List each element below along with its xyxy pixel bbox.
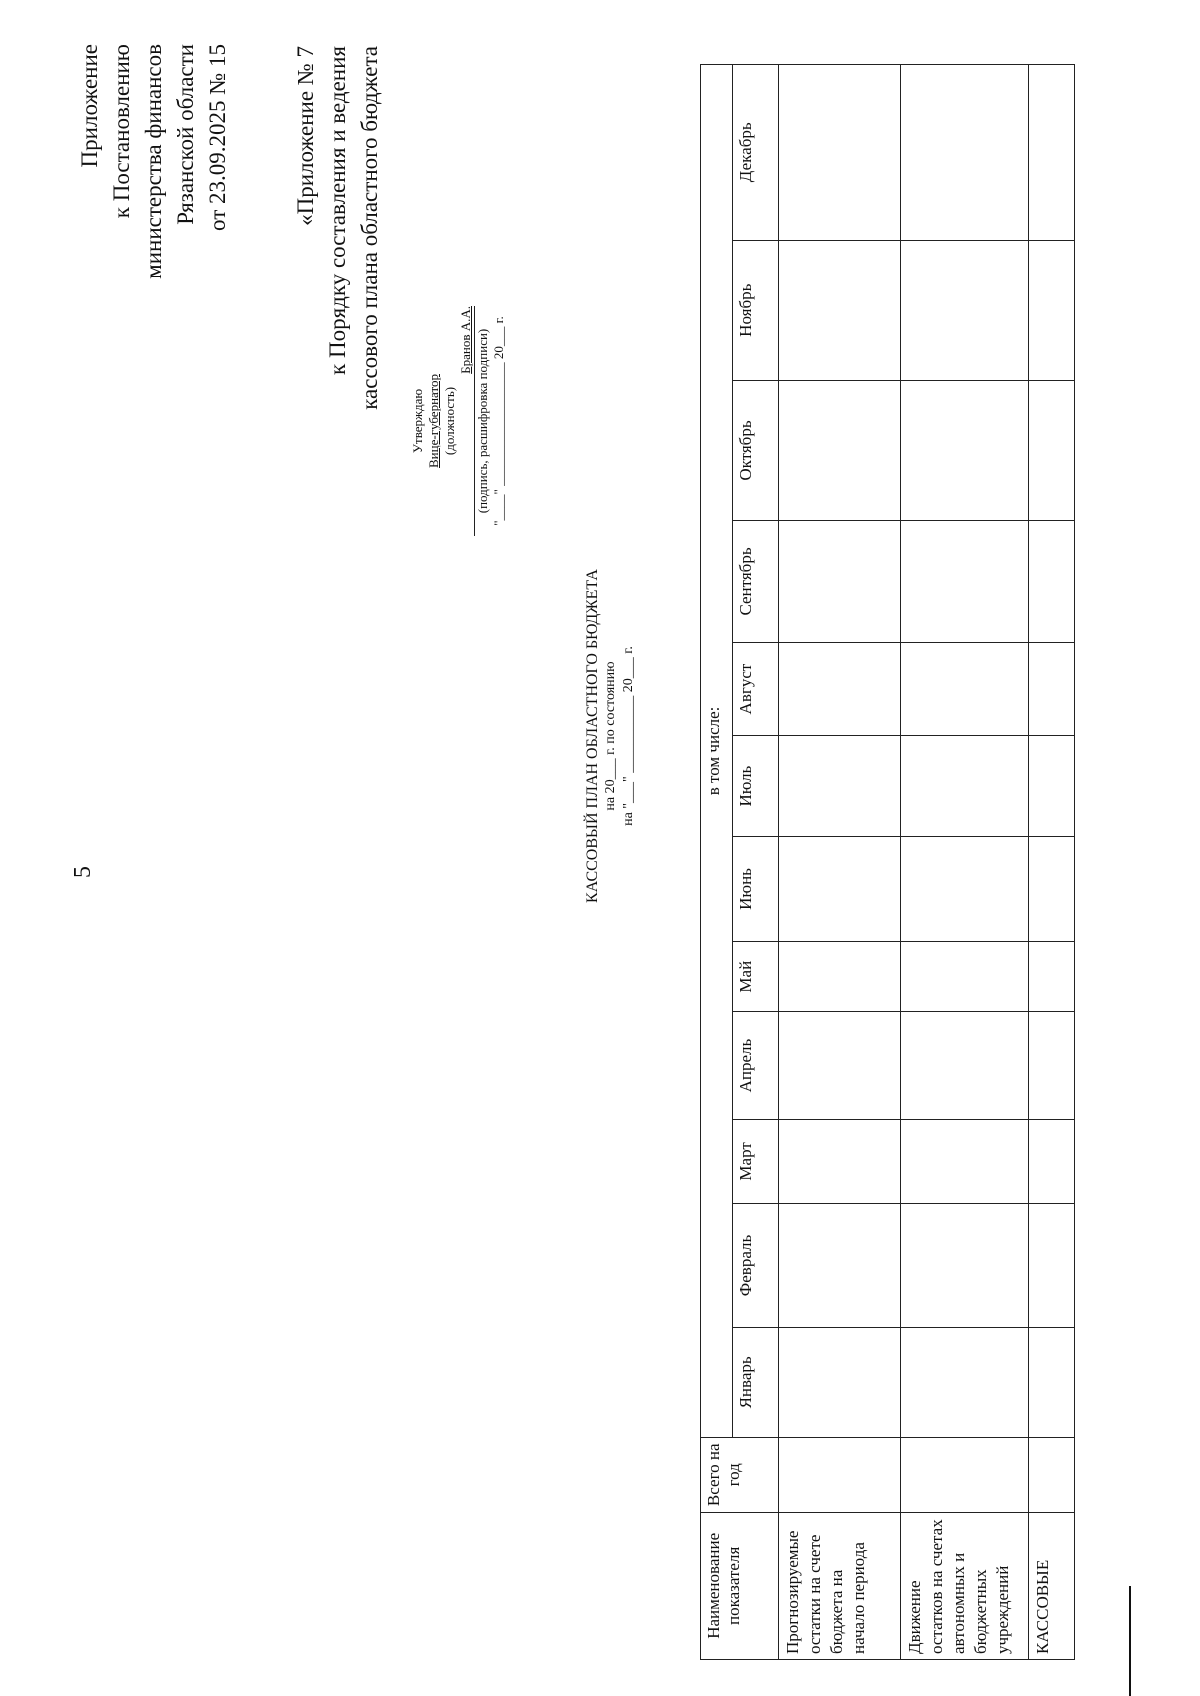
col-header-including: в том числе: (701, 65, 733, 1438)
table-cell (779, 1327, 901, 1437)
table-cell (1029, 380, 1075, 520)
table-cell (779, 736, 901, 837)
table-cell (901, 1204, 1029, 1328)
title-main: КАССОВЫЙ ПЛАН ОБЛАСТНОГО БЮДЖЕТА (584, 569, 601, 903)
approver-position: Вице-губернатор (426, 374, 441, 468)
month-header: Январь (733, 1327, 779, 1437)
table-cell (901, 380, 1029, 520)
table-cell (1029, 1327, 1075, 1437)
appendix7-header (290, 46, 386, 696)
table-cell (1029, 642, 1075, 736)
month-header: Февраль (733, 1204, 779, 1328)
table-cell (779, 1119, 901, 1203)
table-cell (901, 240, 1029, 380)
table-cell (1029, 65, 1075, 241)
month-header: Ноябрь (733, 240, 779, 380)
table-row (1029, 65, 1075, 1660)
table-cell (901, 1012, 1029, 1120)
month-header: Сентябрь (733, 521, 779, 643)
appendix-line: Приложение (77, 44, 102, 168)
table-cell (901, 65, 1029, 241)
table-cell (1029, 736, 1075, 837)
table-cell (901, 836, 1029, 941)
footnote-rule (1129, 1586, 1131, 1696)
appendix7-line: кассового плана областного бюджета (357, 46, 382, 410)
table-cell (1029, 1012, 1075, 1120)
table-cell (901, 642, 1029, 736)
table-cell (779, 240, 901, 380)
table-cell (901, 1437, 1029, 1512)
cash-plan-table (700, 64, 1075, 1660)
table-cell (779, 65, 901, 241)
table-cell (1029, 240, 1075, 380)
table-cell (779, 1204, 901, 1328)
month-header: Октябрь (733, 380, 779, 520)
position-caption: (должность) (442, 386, 457, 456)
table-cell (1029, 942, 1075, 1012)
title-year-line: на 20___ г. по состоянию (603, 661, 618, 811)
col-header-total: Всего на год (701, 1437, 779, 1512)
month-header: Август (733, 642, 779, 736)
appendix-line: к Постановлению (109, 44, 134, 219)
table-cell (779, 642, 901, 736)
table-cell (1029, 521, 1075, 643)
appendix7-line: к Порядку составления и ведения (325, 46, 350, 375)
approve-label: Утверждаю (410, 388, 425, 454)
table-cell (1029, 1119, 1075, 1203)
table-cell (901, 1327, 1029, 1437)
month-header: Март (733, 1119, 779, 1203)
appendix-header (74, 44, 234, 344)
table-cell (779, 836, 901, 941)
table-cell (779, 521, 901, 643)
col-header-name: Наименование показателя (701, 1512, 779, 1659)
month-header: Декабрь (733, 65, 779, 241)
document-title (584, 376, 638, 1096)
table-cell (779, 1012, 901, 1120)
month-header: Июнь (733, 836, 779, 941)
row-label: Движение остатков на счетах автономных и бюджетных учреждений (901, 1512, 1029, 1659)
table-cell (1029, 1204, 1075, 1328)
table-cell (1029, 836, 1075, 941)
table-cell (901, 942, 1029, 1012)
row-label: КАССОВЫЕ (1029, 1512, 1075, 1659)
table-cell (901, 521, 1029, 643)
appendix-line: от 23.09.2025 № 15 (205, 44, 230, 231)
table-cell (901, 736, 1029, 837)
approval-date-line: "____" ___________________ 20___ г. (491, 316, 506, 526)
row-label: Прогнозируемые остатки на счете бюджета на начало периода (779, 1512, 901, 1659)
appendix-line: Рязанской области (173, 44, 198, 225)
month-header: Май (733, 942, 779, 1012)
table-cell (901, 1119, 1029, 1203)
table-row (901, 65, 1029, 1660)
approver-name: Бранов А.А. (458, 306, 473, 374)
approval-block (410, 306, 507, 536)
month-header: Апрель (733, 1012, 779, 1120)
table-cell (779, 1437, 901, 1512)
page-number: 5 (70, 866, 96, 878)
month-header: Июль (733, 736, 779, 837)
signature-caption: (подпись, расшифровка подписи) (474, 306, 491, 536)
appendix-line: министерства финансов (141, 44, 166, 279)
appendix7-line: «Приложение № 7 (293, 46, 318, 226)
table-row (779, 65, 901, 1660)
table-cell (779, 380, 901, 520)
table-cell (1029, 1437, 1075, 1512)
title-date-line: на "___" ___________ 20___ г. (621, 646, 636, 826)
table-cell (779, 942, 901, 1012)
